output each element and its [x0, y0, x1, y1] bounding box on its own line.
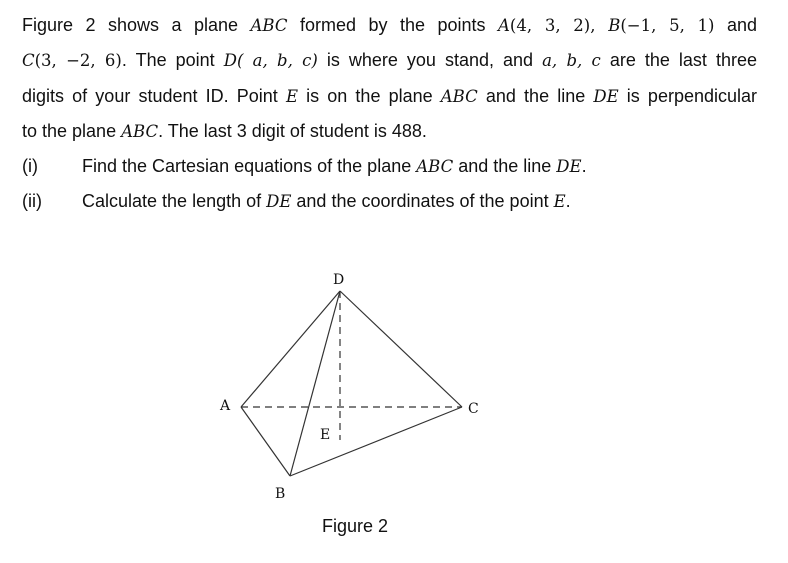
text: .	[581, 156, 587, 176]
math-point-e: E	[285, 87, 298, 106]
math-point-a: A	[498, 16, 510, 35]
math-line-de: DE	[556, 157, 582, 176]
math-plane-abc: ABC	[440, 87, 478, 106]
label-a: A	[220, 398, 231, 414]
text: .	[565, 191, 571, 211]
question-1-label: (i)	[22, 156, 38, 176]
math-point-b: B	[608, 16, 621, 35]
math-plane-abc: ABC	[250, 16, 288, 35]
text: . The last 3 digit of student is 488.	[158, 121, 427, 141]
text: and the coordinates of the point	[291, 191, 554, 211]
text: . The point	[121, 50, 224, 70]
text: to the plane	[22, 121, 122, 141]
math-line-de: DE	[266, 192, 292, 211]
text: Calculate the length of	[82, 191, 267, 211]
figure-caption: Figure 2	[322, 516, 389, 536]
edge-db	[290, 291, 340, 476]
text: Find the Cartesian equations of the plane	[82, 156, 417, 176]
math-point-c: C	[22, 51, 35, 70]
math-coords-a: (4, 3, 2),	[509, 16, 609, 35]
math-plane-abc: ABC	[416, 157, 454, 176]
label-e: E	[320, 427, 331, 443]
text: formed by the points	[287, 15, 498, 35]
edge-da	[241, 291, 340, 407]
math-coords-d: ( a, b, c)	[236, 51, 318, 70]
edge-ab	[241, 407, 290, 476]
text: Figure 2 shows a plane	[22, 15, 251, 35]
math-point-d: D	[223, 51, 237, 70]
edge-bc	[290, 407, 462, 476]
label-b: B	[275, 486, 286, 502]
math-coords-b: (−1, 5, 1)	[620, 16, 715, 35]
text: and the line	[477, 86, 594, 106]
text: are the last three	[600, 50, 757, 70]
text: is where you stand, and	[317, 50, 543, 70]
text: and	[714, 15, 757, 35]
math-line-de: DE	[593, 87, 619, 106]
edge-dc	[340, 291, 462, 407]
text: is perpendicular	[618, 86, 757, 106]
math-point-e: E	[553, 192, 566, 211]
question-2-label: (ii)	[22, 191, 42, 211]
math-abc-vars: a, b, c	[542, 51, 601, 70]
text: digits of your student ID. Point	[22, 86, 286, 106]
math-plane-abc: ABC	[121, 122, 159, 141]
label-d: D	[333, 272, 345, 288]
math-coords-c: (3, −2, 6)	[34, 51, 122, 70]
text: and the line	[453, 156, 557, 176]
text: is on the plane	[298, 86, 441, 106]
label-c: C	[468, 401, 479, 417]
